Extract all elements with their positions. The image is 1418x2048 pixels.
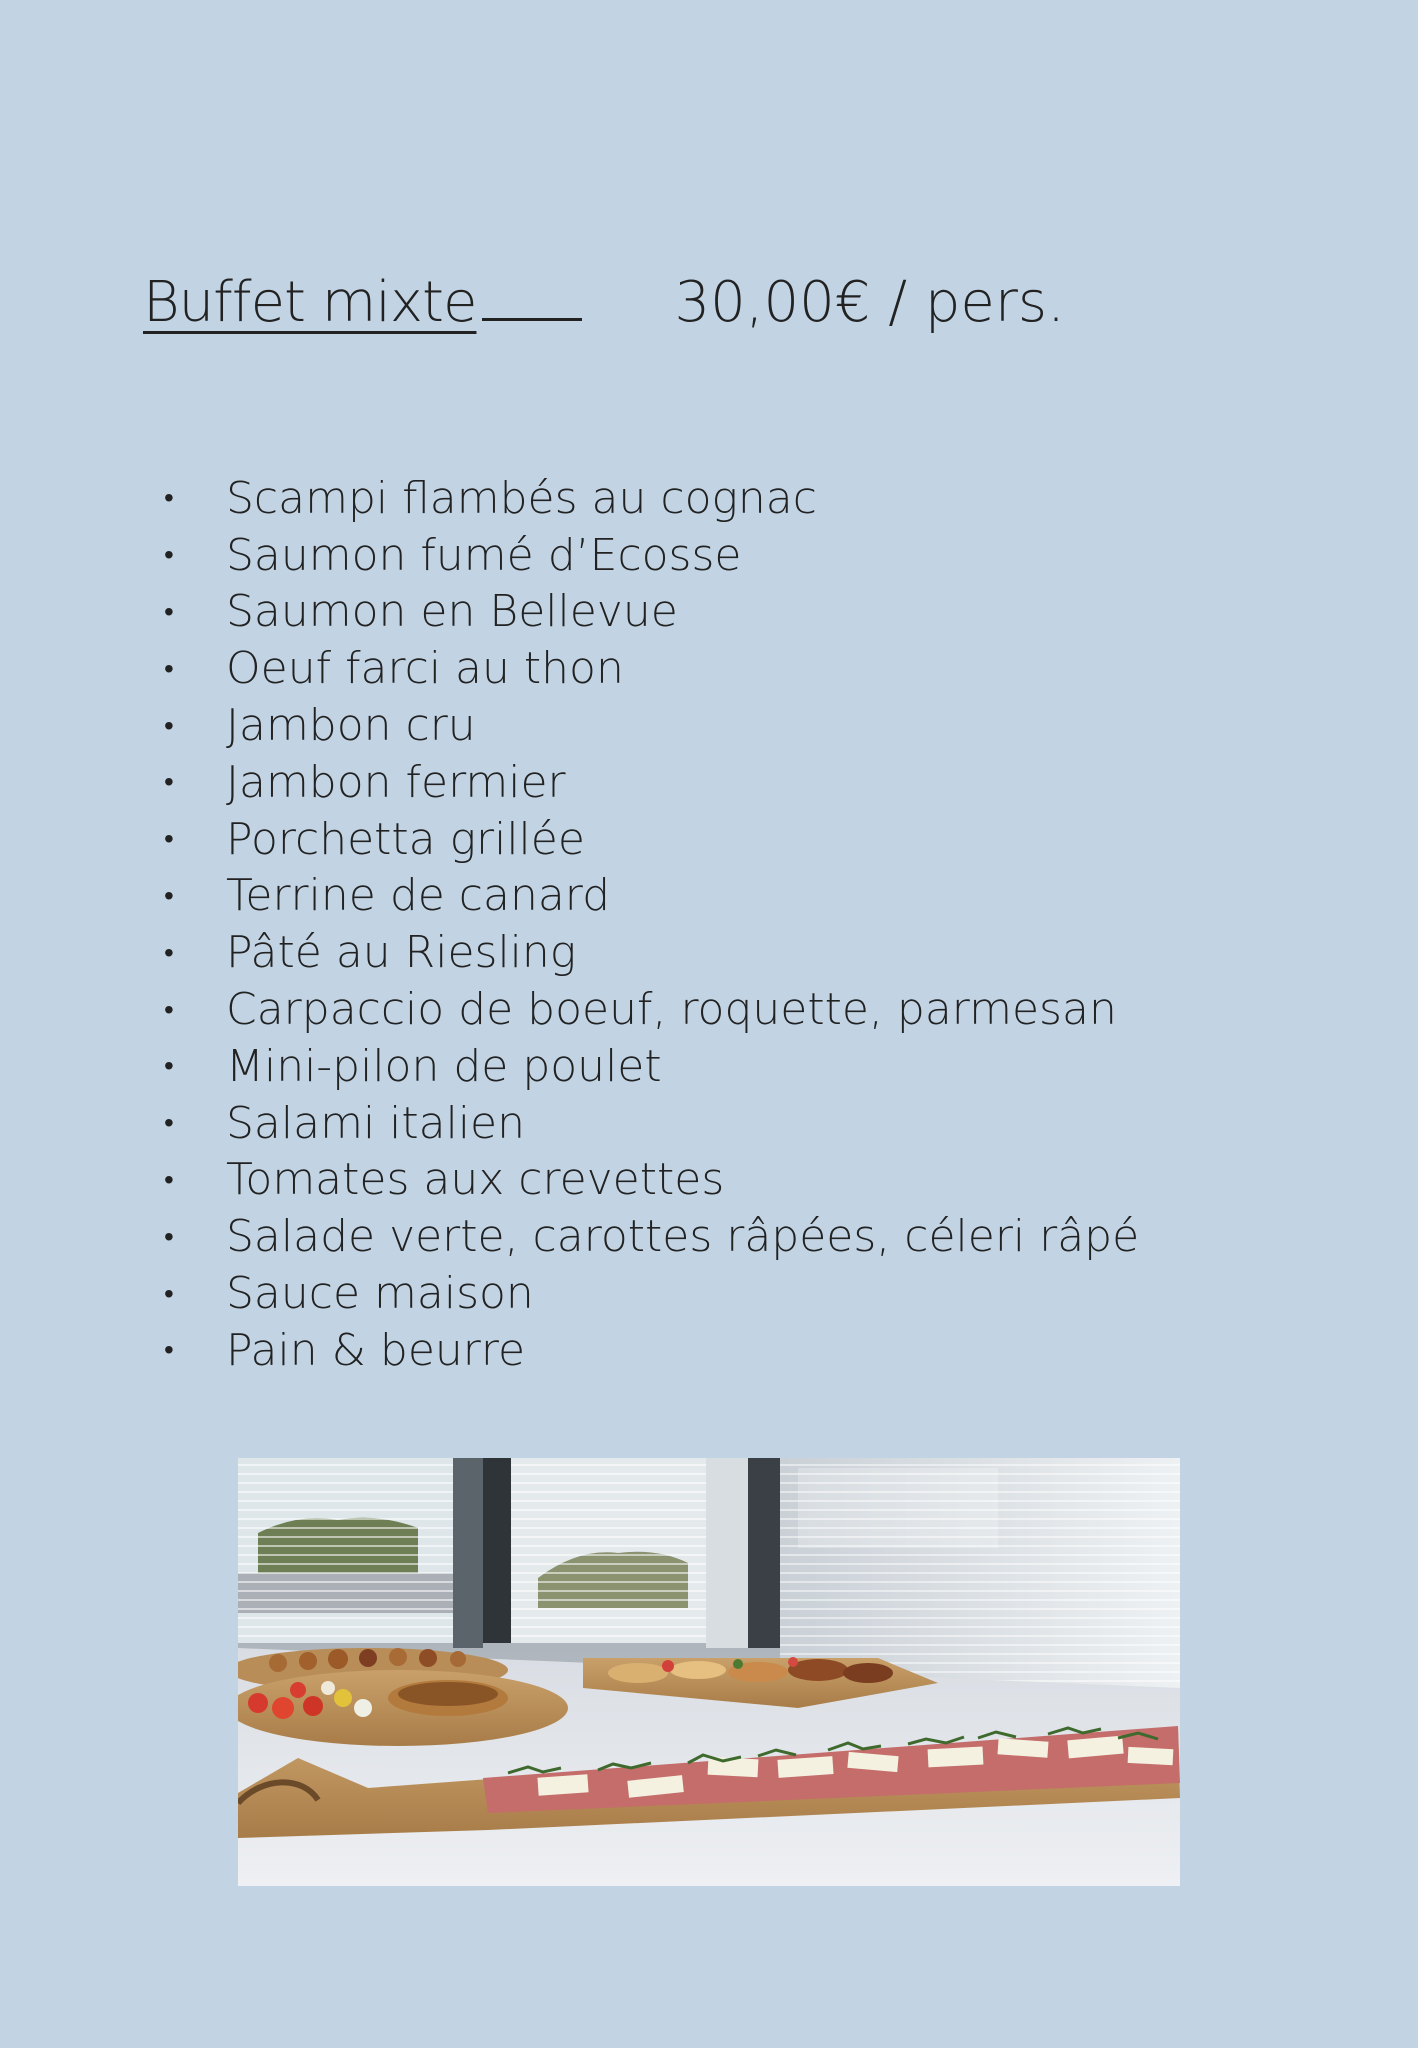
bullet-icon: •	[164, 878, 174, 912]
list-item	[160, 527, 1139, 584]
buffet-photo	[238, 1458, 1180, 1886]
list-item-label: Scampi flambés au cognac	[226, 472, 817, 524]
bullet-icon: •	[164, 1106, 174, 1140]
list-item-label: Jambon cru	[226, 700, 476, 752]
list-item	[160, 1265, 1139, 1322]
list-item-label: Tomates aux crevettes	[226, 1154, 725, 1206]
bullet-icon: •	[164, 1219, 174, 1253]
bullet-icon: •	[164, 538, 174, 572]
list-item	[160, 924, 1139, 981]
menu-title: Buffet mixte	[143, 270, 477, 335]
list-item-label: Jambon fermier	[226, 756, 566, 808]
list-item-label: Carpaccio de boeuf, roquette, parmesan	[226, 984, 1117, 1036]
menu-header	[143, 270, 1065, 350]
list-item-label: Sauce maison	[226, 1268, 534, 1320]
list-item-label: Pâté au Riesling	[226, 927, 577, 979]
list-item	[160, 1038, 1139, 1095]
list-item	[160, 584, 1139, 641]
list-item	[160, 697, 1139, 754]
list-item	[160, 754, 1139, 811]
list-item	[160, 868, 1139, 925]
list-item-label: Salami italien	[226, 1097, 525, 1149]
list-item-label: Salade verte, carottes râpées, céleri râpé	[226, 1211, 1140, 1263]
bullet-icon: •	[164, 822, 174, 856]
bullet-icon: •	[164, 765, 174, 799]
title-underline-extension	[482, 317, 582, 321]
list-item	[160, 470, 1139, 527]
list-item	[160, 1208, 1139, 1265]
list-item	[160, 1322, 1139, 1379]
bullet-icon: •	[164, 708, 174, 742]
list-item-label: Saumon en Bellevue	[226, 586, 678, 638]
bullet-icon: •	[164, 1276, 174, 1310]
list-item	[160, 811, 1139, 868]
list-item-label: Oeuf farci au thon	[226, 643, 624, 695]
bullet-icon: •	[164, 1333, 174, 1367]
list-item-label: Porchetta grillée	[226, 813, 585, 865]
bullet-icon: •	[164, 1049, 174, 1083]
list-item-label: Mini-pilon de poulet	[226, 1040, 662, 1092]
bullet-icon: •	[164, 992, 174, 1026]
bullet-icon: •	[164, 1162, 174, 1196]
list-item-label: Terrine de canard	[226, 870, 611, 922]
list-item-label: Pain & beurre	[226, 1324, 526, 1376]
list-item-label: Saumon fumé d’Ecosse	[226, 529, 742, 581]
bullet-icon: •	[164, 935, 174, 969]
menu-price: 30,00€ / pers.	[674, 270, 1065, 335]
bullet-icon: •	[164, 481, 174, 515]
bullet-icon: •	[164, 594, 174, 628]
list-item	[160, 640, 1139, 697]
menu-list	[160, 470, 1139, 1379]
bullet-icon: •	[164, 651, 174, 685]
list-item	[160, 1152, 1139, 1209]
list-item	[160, 1095, 1139, 1152]
list-item	[160, 981, 1139, 1038]
